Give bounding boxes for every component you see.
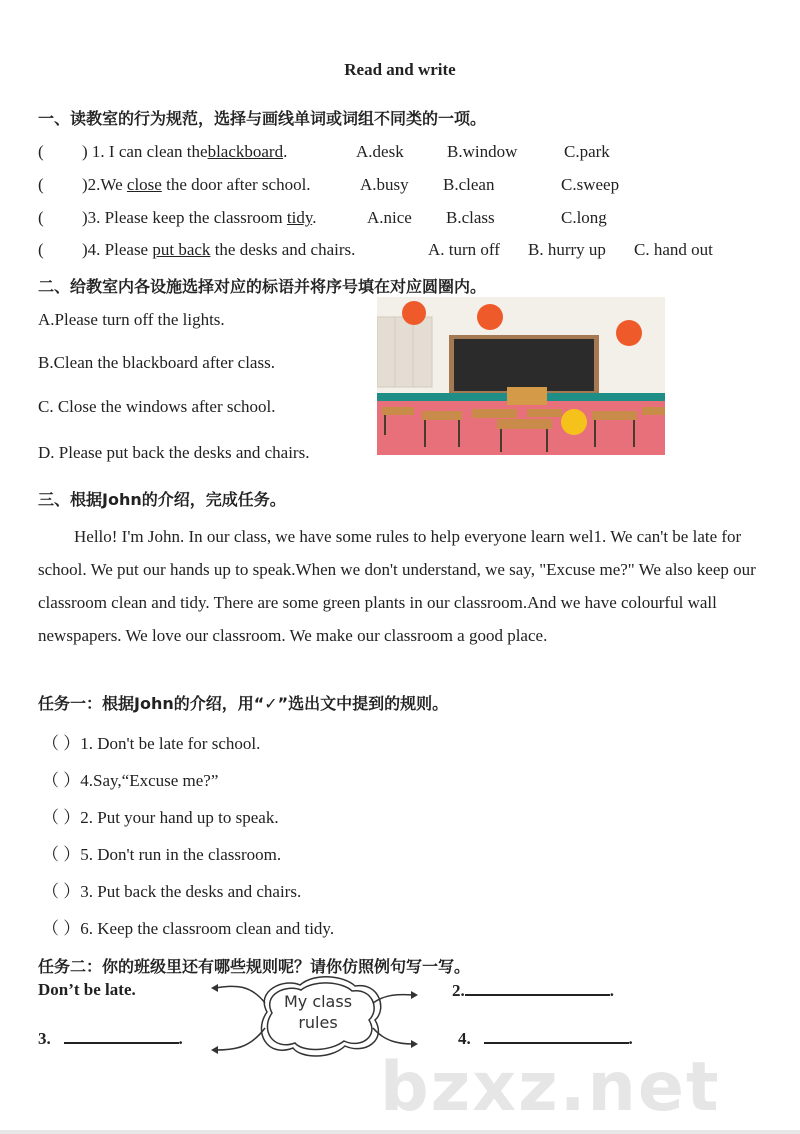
option-c: C.sweep: [561, 175, 620, 194]
rule-check-item[interactable]: [42, 877, 301, 902]
question-text-end: the desks and chairs.: [210, 240, 356, 259]
task2-heading: 任务二：你的班级里还有哪些规则呢？请你仿照例句写一写。: [38, 957, 471, 976]
answer-blank[interactable]: [64, 1028, 179, 1044]
answer-paren-open[interactable]: (: [38, 142, 44, 161]
slogan-d: D. Please put back the desks and chairs.: [38, 443, 310, 462]
underlined-word: put back: [152, 240, 211, 259]
option-b: B.window: [447, 142, 518, 161]
rule-text: 6. Keep the classroom clean and tidy.: [80, 919, 335, 938]
question-4: [82, 240, 355, 260]
answer-paren-open[interactable]: (: [38, 175, 44, 194]
slogan-c: C. Close the windows after school.: [38, 397, 276, 416]
watermark: bzxz.net: [380, 1048, 721, 1127]
classroom-image: [377, 297, 665, 455]
check-paren[interactable]: （ ）: [42, 882, 81, 901]
rule-text: 2. Put your hand up to speak.: [80, 808, 279, 827]
answer-blank[interactable]: [465, 980, 610, 996]
task1-heading: 任务一：根据John的介绍，用“✓”选出文中提到的规则。: [38, 694, 449, 713]
answer-paren-open[interactable]: (: [38, 240, 44, 259]
number-label: 2.: [452, 981, 465, 1000]
close-paren: ): [82, 175, 88, 194]
number-label: 4.: [458, 1029, 471, 1048]
question-text: 3. Please keep the classroom: [87, 208, 287, 227]
check-paren[interactable]: （ ）: [42, 845, 81, 864]
option-c: C. hand out: [634, 240, 713, 259]
period: .: [178, 1029, 183, 1048]
question-text: 4. Please: [87, 240, 153, 259]
rule-text: 4.Say,“Excuse me?”: [80, 771, 219, 790]
rule-text: 5. Don't run in the classroom.: [80, 845, 282, 864]
page-edge: [0, 1130, 800, 1134]
close-paren: ): [82, 142, 88, 161]
slogan-b: B.Clean the blackboard after class.: [38, 353, 275, 372]
john-passage: Hello! I'm John. In our class, we have some rules to help everyone learn wel1. We can't be late for school. We put our hands up to speak.When we don't understand, we say, "Excuse me?" We also keep our classroom clean and tidy. There are some green plants in our classroom.And we have colourful wall newspapers. We love our classroom. We make our classroom a good place.: [38, 527, 756, 645]
rule-check-item[interactable]: [42, 840, 281, 865]
option-c: C.long: [561, 208, 607, 227]
rule-check-item[interactable]: [42, 803, 279, 828]
question-2: [82, 175, 311, 195]
option-a: A.busy: [360, 175, 409, 194]
option-b: B.clean: [443, 175, 495, 194]
period: .: [609, 981, 614, 1000]
rule-check-item[interactable]: [42, 729, 260, 754]
close-paren: ): [82, 240, 88, 259]
slogan-a: A.Please turn off the lights.: [38, 310, 225, 329]
option-b: B. hurry up: [528, 240, 606, 259]
number-label: 3.: [38, 1029, 51, 1048]
answer-2[interactable]: [452, 980, 614, 1001]
question-3: [82, 208, 316, 228]
rule-check-item[interactable]: [42, 914, 334, 939]
option-a: A. turn off: [428, 240, 500, 259]
answer-4[interactable]: [458, 1028, 633, 1049]
question-text-end: .: [283, 142, 288, 161]
question-text: 2.We: [87, 175, 127, 194]
rule-check-item[interactable]: [42, 766, 218, 791]
check-paren[interactable]: （ ）: [42, 808, 81, 827]
example-rule: Don’t be late.: [38, 980, 136, 999]
cloud-label: [276, 991, 360, 1033]
option-a: A.nice: [367, 208, 412, 227]
answer-blank[interactable]: [484, 1028, 629, 1044]
close-paren: ): [82, 208, 88, 227]
section3-heading: 三、根据John的介绍，完成任务。: [38, 490, 286, 509]
check-paren[interactable]: （ ）: [42, 734, 81, 753]
question-text-end: the door after school.: [161, 175, 311, 194]
underlined-word: close: [126, 175, 162, 194]
question-1: [82, 142, 287, 162]
underlined-word: blackboard: [207, 142, 284, 161]
answer-3[interactable]: [38, 1028, 183, 1049]
option-c: C.park: [564, 142, 610, 161]
period: .: [628, 1029, 633, 1048]
check-paren[interactable]: （ ）: [42, 919, 81, 938]
check-paren[interactable]: （ ）: [42, 771, 81, 790]
cloud-line2: rules: [298, 1013, 338, 1032]
section2-heading: 二、给教室内各设施选择对应的标语并将序号填在对应圆圈内。: [38, 277, 487, 296]
option-a: A.desk: [356, 142, 404, 161]
section1-heading: 一、读教室的行为规范，选择与画线单词或词组不同类的一项。: [38, 109, 487, 128]
answer-paren-open[interactable]: (: [38, 208, 44, 227]
option-b: B.class: [446, 208, 495, 227]
rule-text: 3. Put back the desks and chairs.: [80, 882, 302, 901]
cloud-line1: My class: [283, 992, 353, 1011]
page-title: Read and write: [344, 60, 456, 79]
question-text: 1. I can clean the: [87, 142, 208, 161]
rule-text: 1. Don't be late for school.: [80, 734, 261, 753]
question-text-end: .: [312, 208, 317, 227]
underlined-word: tidy: [286, 208, 313, 227]
